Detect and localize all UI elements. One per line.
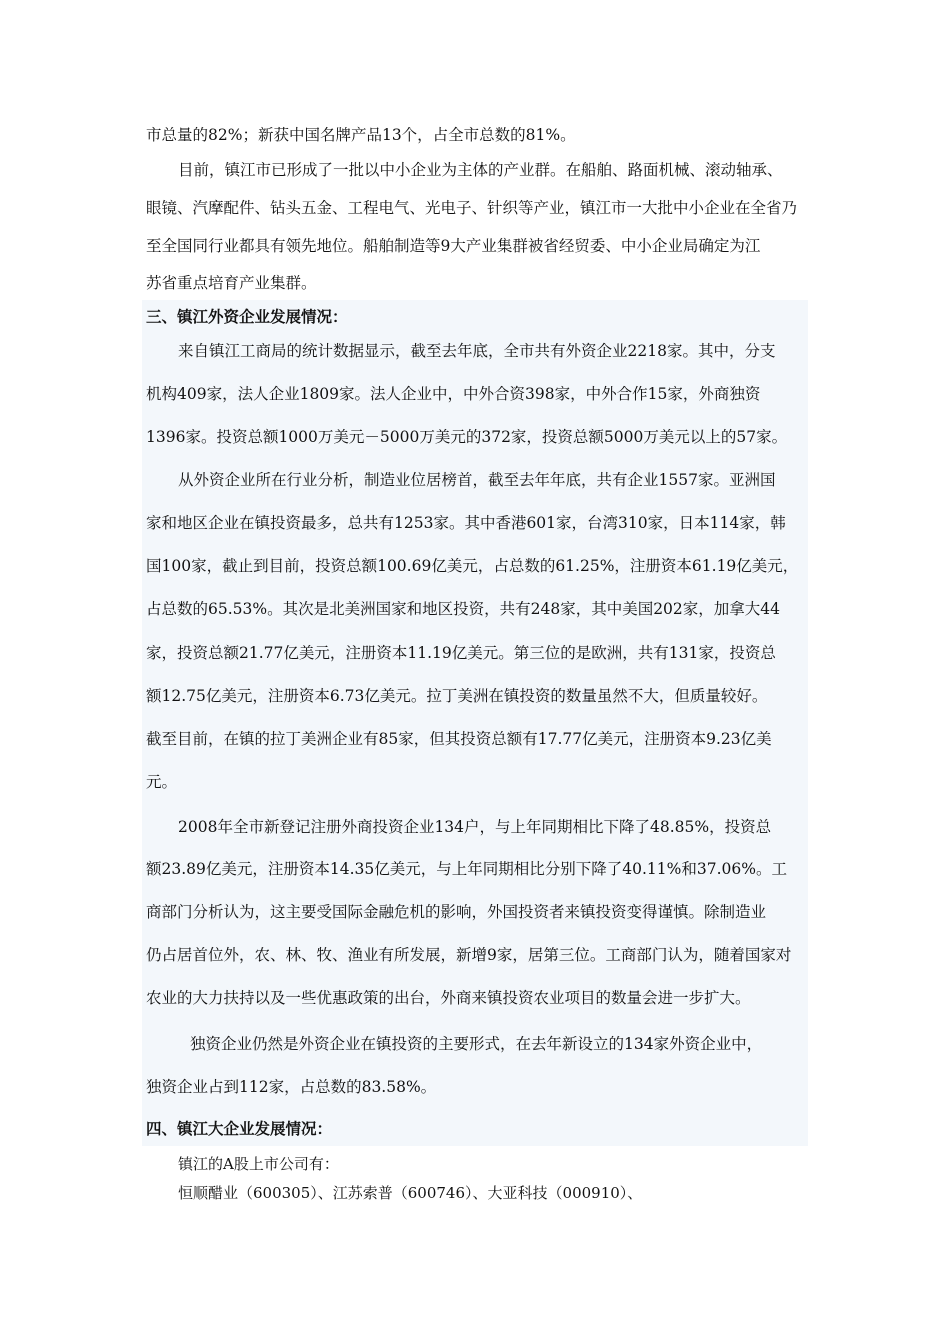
paragraph-line: 家，投资总额21.77亿美元，注册资本11.19亿美元。第三位的是欧洲，共有131家，投资总 [146,644,776,662]
paragraph-line: 1396家。投资总额1000万美元－5000万美元的372家，投资总额5000万美元以上的57家。 [146,428,788,446]
paragraph-line: 元。 [146,773,178,791]
paragraph-line: 2008年全市新登记注册外商投资企业134户，与上年同期相比下降了48.85%，投资总 [178,818,772,836]
paragraph-line: 国100家，截止到目前，投资总额100.69亿美元，占总数的61.25%，注册资本61.19亿美元， [146,557,799,575]
paragraph-line: 来自镇江工商局的统计数据显示，截至去年底，全市共有外资企业2218家。其中，分支 [178,342,776,360]
paragraph-line: 独资企业占到112家，占总数的83.58%。 [146,1078,437,1096]
paragraph-line: 独资企业仍然是外资企业在镇投资的主要形式，在去年新设立的134家外资企业中， [190,1035,763,1053]
paragraph-line: 苏省重点培育产业集群。 [146,274,317,292]
paragraph-line: 至全国同行业都具有领先地位。船舶制造等9大产业集群被省经贸委、中小企业局确定为江 [146,237,761,255]
paragraph-line: 机构409家，法人企业1809家。法人企业中，中外合资398家，中外合作15家，外商独资 [146,385,761,403]
paragraph-line: 商部门分析认为，这主要受国际金融危机的影响，外国投资者来镇投资变得谨慎。除制造业 [146,903,767,921]
paragraph-line: 镇江的A股上市公司有： [178,1155,339,1173]
paragraph-line: 额23.89亿美元，注册资本14.35亿美元，与上年同期相比分别下降了40.11%和37.06%。工 [146,860,787,878]
paragraph-line: 从外资企业所在行业分析，制造业位居榜首，截至去年年底，共有企业1557家。亚洲国 [178,471,776,489]
section-heading: 四、镇江大企业发展情况： [146,1120,333,1138]
paragraph-line: 额12.75亿美元，注册资本6.73亿美元。拉丁美洲在镇投资的数量虽然不大，但质量较好。 [146,687,768,705]
paragraph-line: 占总数的65.53%。其次是北美洲国家和地区投资，共有248家，其中美国202家，加拿大44 [146,600,780,618]
paragraph-line: 市总量的82%；新获中国名牌产品13个，占全市总数的81%。 [146,126,576,144]
paragraph-line: 截至目前，在镇的拉丁美洲企业有85家，但其投资总额有17.77亿美元，注册资本9.23亿美 [146,730,772,748]
paragraph-line: 家和地区企业在镇投资最多，总共有1253家。其中香港601家，台湾310家，日本114家，韩 [146,514,786,532]
paragraph-line: 恒顺醋业（600305）、江苏索普（600746）、大亚科技（000910）、 [178,1184,643,1202]
paragraph-line: 农业的大力扶持以及一些优惠政策的出台，外商来镇投资农业项目的数量会进一步扩大。 [146,989,751,1007]
paragraph-line: 眼镜、汽摩配件、钻头五金、工程电气、光电子、针织等产业，镇江市一大批中小企业在全省乃 [146,199,798,217]
section-heading: 三、镇江外资企业发展情况： [146,308,348,326]
paragraph-line: 仍占居首位外，农、林、牧、渔业有所发展，新增9家，居第三位。工商部门认为，随着国家对 [146,946,792,964]
paragraph-line: 目前，镇江市已形成了一批以中小企业为主体的产业群。在船舶、路面机械、滚动轴承、 [178,161,783,179]
